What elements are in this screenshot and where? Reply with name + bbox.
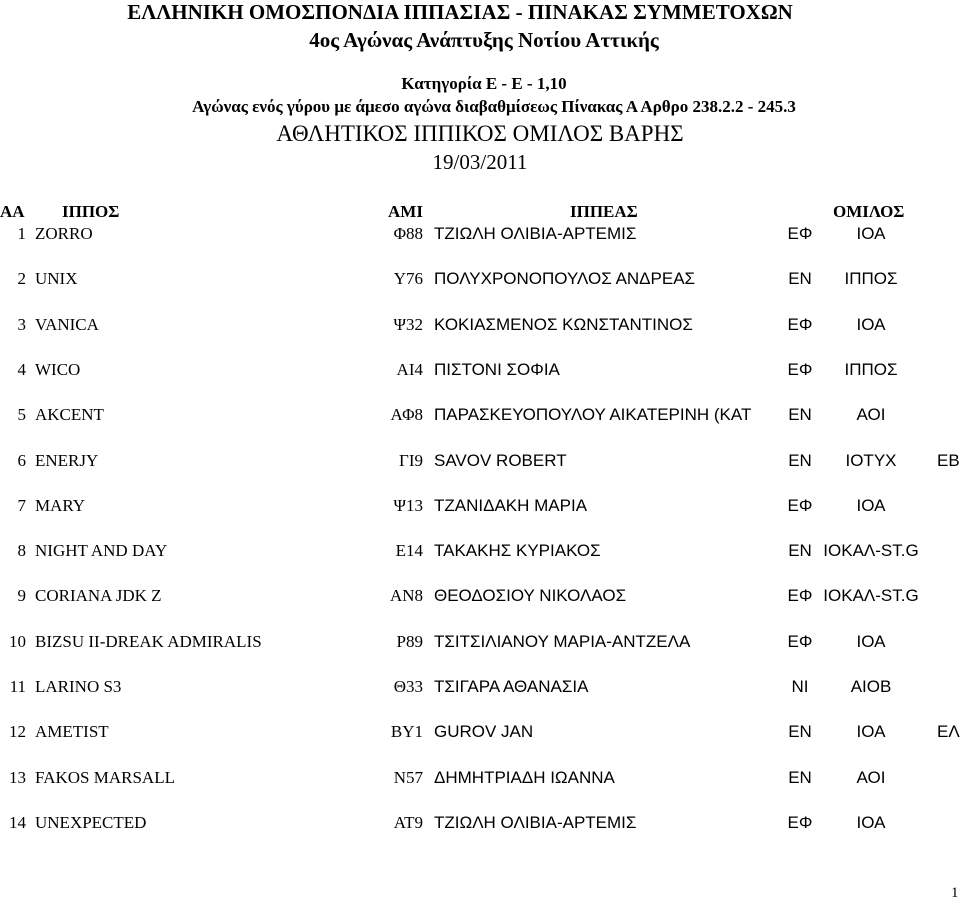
horse-ami: Ε14 xyxy=(395,541,423,561)
horse-ami: ΑΝ8 xyxy=(389,586,423,606)
rider-club: ΙΟΤΥΧ xyxy=(845,450,897,470)
horse-name: MARY xyxy=(35,495,86,515)
rider-level: ΕΦ xyxy=(787,495,813,515)
rider-club: ΙΟΑ xyxy=(856,495,886,515)
entry-number: 11 xyxy=(9,677,26,696)
rider-level: ΕΝ xyxy=(788,405,812,425)
rider-name: ΤΖΑΝΙΔΑΚΗ ΜΑΡΙΑ xyxy=(434,495,588,515)
horse-name: ENERJY xyxy=(35,450,99,470)
entry-number: 3 xyxy=(17,314,26,334)
rider-name: ΠΑΡΑΣΚΕΥΟΠΟΥΛΟΥ ΑΙΚΑΤΕΡΙΝΗ (ΚΑΤ xyxy=(434,405,752,425)
rider-name: ΘΕΟΔΟΣΙΟΥ ΝΙΚΟΛΑΟΣ xyxy=(434,586,627,606)
horse-name: VANICA xyxy=(35,314,99,334)
rider-club: ΙΟΑ xyxy=(856,722,886,742)
horse-ami: ΑΤ9 xyxy=(393,812,423,832)
table-row xyxy=(0,496,960,518)
horse-name: FAKOS MARSALL xyxy=(35,767,175,787)
column-header-rider: ΙΠΠΕΑΣ xyxy=(570,202,638,221)
entry-number: 4 xyxy=(17,359,26,379)
table-row xyxy=(0,586,960,608)
rider-name: GUROV JAN xyxy=(434,722,534,742)
horse-ami: Φ88 xyxy=(393,224,423,243)
host-club: ΑΘΛΗΤΙΚΟΣ ΙΠΠΙΚΟΣ ΟΜΙΛΟΣ ΒΑΡΗΣ xyxy=(276,121,684,146)
rider-level: ΕΝ xyxy=(788,722,812,742)
rider-name: ΚΟΚΙΑΣΜΕΝΟΣ ΚΩΝΣΤΑΝΤΙΝΟΣ xyxy=(434,314,693,334)
table-row xyxy=(0,632,960,654)
horse-ami: ΓΙ9 xyxy=(399,450,423,470)
horse-name: WICO xyxy=(35,359,81,379)
horse-ami: Υ76 xyxy=(393,269,423,289)
horse-name: AMETIST xyxy=(35,722,109,742)
column-header-club: ΟΜΙΛΟΣ xyxy=(833,202,905,221)
table-row xyxy=(0,315,960,337)
rider-club: ΙΟΚΑΛ-ST.G xyxy=(823,541,919,561)
horse-name: ZORRO xyxy=(35,224,93,243)
rider-name: ΤΣΙΤΣΙΛΙΑΝΟΥ ΜΑΡΙΑ-ΑΝΤΖΕΛΑ xyxy=(434,631,691,651)
rider-name: ΤΣΙΓΑΡΑ ΑΘΑΝΑΣΙΑ xyxy=(434,677,589,696)
extra-code: ΕΒ xyxy=(937,450,960,470)
column-header-aa: ΑΑ xyxy=(0,202,25,221)
horse-name: LARINO S3 xyxy=(35,677,122,696)
table-row xyxy=(0,813,960,835)
horse-name: UNEXPECTED xyxy=(35,812,147,832)
table-row xyxy=(0,360,960,382)
entry-number: 9 xyxy=(17,586,26,606)
rider-club: ΙΟΑ xyxy=(856,812,886,832)
rider-level: ΕΦ xyxy=(787,631,813,651)
table-row xyxy=(0,768,960,790)
category-line: Κατηγορία Ε - Ε - 1,10 xyxy=(401,74,567,93)
horse-name: NIGHT AND DAY xyxy=(35,541,168,561)
event-title: 4ος Αγώνας Ανάπτυξης Νοτίου Αττικής xyxy=(309,28,659,52)
rider-name: ΔΗΜΗΤΡΙΑΔΗ ΙΩΑΝΝΑ xyxy=(434,767,615,787)
horse-name: AKCENT xyxy=(35,405,104,425)
rider-name: ΤΖΙΩΛΗ ΟΛΙΒΙΑ-ΑΡΤΕΜΙΣ xyxy=(434,224,637,243)
table-row xyxy=(0,722,960,744)
entry-number: 12 xyxy=(9,722,26,742)
entry-number: 13 xyxy=(9,767,26,787)
entry-number: 7 xyxy=(17,495,26,515)
rider-club: ΙΟΚΑΛ-ST.G xyxy=(823,586,919,606)
entry-number: 6 xyxy=(17,450,26,470)
rider-name: ΠΙΣΤΟΝΙ ΣΟΦΙΑ xyxy=(434,359,560,379)
rider-level: ΕΝ xyxy=(788,767,812,787)
horse-ami: ΒΥ1 xyxy=(390,722,423,742)
rider-name: ΤΑΚΑΚΗΣ ΚΥΡΙΑΚΟΣ xyxy=(434,541,601,561)
horse-name: UNIX xyxy=(35,269,78,289)
table-row xyxy=(0,541,960,563)
rider-level: ΕΝ xyxy=(788,269,812,289)
rider-club: ΑΟΙ xyxy=(856,767,886,787)
rider-club: ΙΠΠΟΣ xyxy=(844,269,898,289)
page-number: 1 xyxy=(951,885,959,901)
table-row xyxy=(0,405,960,427)
rider-club: ΑΙΟΒ xyxy=(850,677,892,696)
table-row xyxy=(0,224,960,246)
rider-level: ΕΦ xyxy=(787,586,813,606)
rider-club: ΙΟΑ xyxy=(856,224,886,243)
extra-code: ΕΛ xyxy=(937,722,960,742)
competition-description: Αγώνας ενός γύρου με άμεσο αγώνα διαβαθμίσεως Πίνακας Α Αρθρο 238.2.2 - 245.3 xyxy=(192,97,796,116)
table-row xyxy=(0,451,960,473)
entry-number: 10 xyxy=(9,631,26,651)
rider-level: ΕΦ xyxy=(787,812,813,832)
horse-ami: Ψ32 xyxy=(393,314,423,334)
rider-club: ΑΟΙ xyxy=(856,405,886,425)
horse-ami: ΑΦ8 xyxy=(390,405,423,425)
rider-level: ΕΦ xyxy=(787,224,813,243)
horse-ami: Ρ89 xyxy=(396,631,423,651)
event-date: 19/03/2011 xyxy=(432,150,528,174)
column-header-horse: ΙΠΠΟΣ xyxy=(62,202,120,221)
rider-level: ΕΝ xyxy=(788,450,812,470)
rider-name: SAVOV ROBERT xyxy=(434,450,567,470)
federation-title: ΕΛΛΗΝΙΚΗ ΟΜΟΣΠΟΝΔΙΑ ΙΠΠΑΣΙΑΣ - ΠΙΝΑΚΑΣ ΣΥΜΜΕΤΟΧΩΝ xyxy=(127,0,793,24)
rider-level: ΕΝ xyxy=(788,541,812,561)
rider-level: ΝΙ xyxy=(791,677,809,696)
entry-number: 1 xyxy=(17,224,26,243)
horse-name: CORIANA JDK Z xyxy=(35,586,162,606)
rider-club: ΙΠΠΟΣ xyxy=(844,359,898,379)
table-row xyxy=(0,269,960,291)
rider-club: ΙΟΑ xyxy=(856,631,886,651)
table-row xyxy=(0,677,960,699)
column-header-ami: ΑΜΙ xyxy=(388,202,423,221)
rider-club: ΙΟΑ xyxy=(856,314,886,334)
horse-ami: Ν57 xyxy=(393,767,423,787)
entry-number: 2 xyxy=(17,269,26,289)
rider-level: ΕΦ xyxy=(787,314,813,334)
entry-number: 5 xyxy=(17,405,26,425)
rider-name: ΤΖΙΩΛΗ ΟΛΙΒΙΑ-ΑΡΤΕΜΙΣ xyxy=(434,812,637,832)
rider-name: ΠΟΛΥΧΡΟΝΟΠΟΥΛΟΣ ΑΝΔΡΕΑΣ xyxy=(434,269,696,289)
horse-ami: Θ33 xyxy=(393,677,423,696)
horse-ami: ΑΙ4 xyxy=(396,359,423,379)
horse-ami: Ψ13 xyxy=(393,495,423,515)
rider-level: ΕΦ xyxy=(787,359,813,379)
horse-name: BIZSU II-DREAK ADMIRALIS xyxy=(35,631,262,651)
entry-number: 8 xyxy=(17,541,26,561)
entry-number: 14 xyxy=(9,812,26,832)
